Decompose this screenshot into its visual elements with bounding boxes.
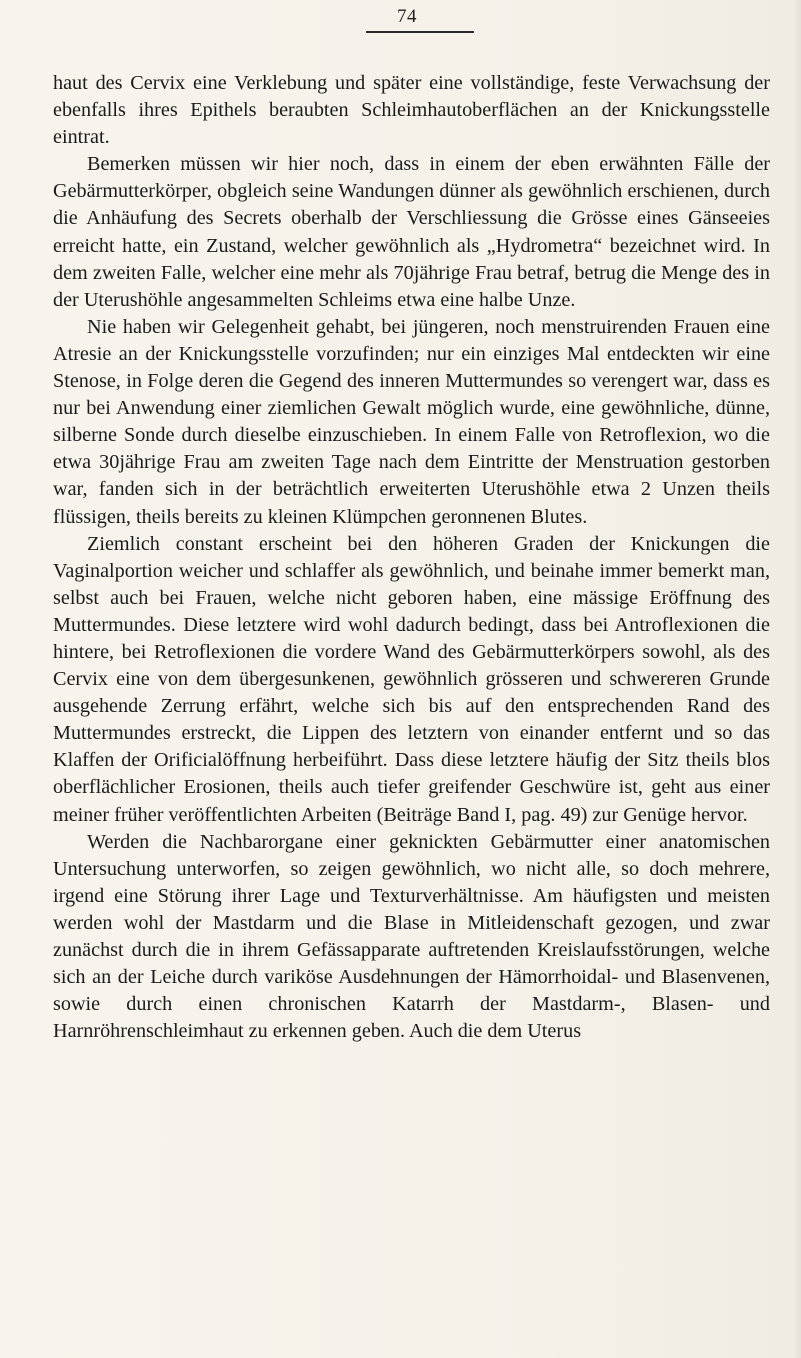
body-text xyxy=(53,70,770,1045)
header-rule xyxy=(366,31,474,33)
paragraph: Ziemlich constant erscheint bei den höheren Graden der Knickungen die Vaginalportion weicher und schlaffer als gewöhnlich, und beinahe immer bemerkt man, selbst auch bei Frauen, welche nicht geboren haben, eine mässige Eröffnung des Muttermundes. Diese letztere wird wohl dadurch bedingt, dass bei Antroflexionen die hintere, bei Retroflexionen die vordere Wand des Gebärmutterkörpers sowohl, als des Cervix eine von dem übergesunkenen, gewöhnlich grösseren und schwereren Grunde ausgehende Zerrung erfährt, welche sich bis auf den entsprechenden Rand des Muttermundes erstreckt, die Lippen des letztern von einander entfernt und so das Klaffen der Orificialöffnung herbeiführt. Dass diese letztere häufig der Sitz theils blos oberflächlicher Erosionen, theils auch tiefer greifender Geschwüre ist, geht aus einer meiner früher veröffentlichten Arbeiten (Beiträge Band I, pag. 49) zur Genüge hervor. xyxy=(53,532,770,826)
paragraph: Werden die Nachbarorgane einer geknickten Gebärmutter einer anatomischen Untersuchung unterworfen, so zeigen gewöhnlich, wo nicht alle, so doch mehrere, irgend eine Störung ihrer Lage und Texturverhältnisse. Am häufigsten und meisten werden wohl der Mastdarm und die Blase in Mitleidenschaft gezogen, und zwar zunächst durch die in ihrem Gefässapparate auftretenden Kreislaufsstörungen, welche sich an der Leiche durch variköse Ausdehnungen der Hämorrhoidal- und Blasenvenen, sowie durch einen chronischen Katarrh der Mastdarm-, Blasen- und Harnröhrenschleimhaut zu erkennen geben. Auch die dem Uterus xyxy=(53,830,770,1043)
page-edge-shadow xyxy=(793,0,801,1358)
paragraph: Nie haben wir Gelegenheit gehabt, bei jüngeren, noch menstruirenden Frauen eine Atresie an der Knickungsstelle vorzufinden; nur ein einziges Mal entdeckten wir eine Stenose, in Folge deren die Gegend des inneren Muttermundes so verengert war, dass es nur bei Anwendung einer ziemlichen Gewalt möglich wurde, eine gewöhnliche, dünne, silberne Sonde durch dieselbe einzuschieben. In einem Falle von Retroflexion, wo die etwa 30jährige Frau am zweiten Tage nach dem Eintritte der Menstruation gestorben war, fanden sich in der beträchtlich erweiterten Uterushöhle etwa 2 Unzen theils flüssigen, theils bereits zu kleinen Klümpchen geronnenen Blutes. xyxy=(53,315,770,528)
page-number: 74 xyxy=(397,6,417,27)
paragraph: Bemerken müssen wir hier noch, dass in einem der eben erwähnten Fälle der Gebärmutterkörper, obgleich seine Wandungen dünner als gewöhnlich erschienen, durch die Anhäufung des Secrets oberhalb der Verschliessung die Grösse eines Gänseeies erreicht hatte, ein Zustand, welcher gewöhnlich als „Hydrometra“ bezeichnet wird. In dem zweiten Falle, welcher eine mehr als 70jährige Frau betraf, betrug die Menge des in der Uterushöhle angesammelten Schleims etwa eine halbe Unze. xyxy=(53,153,770,311)
paragraph: haut des Cervix eine Verklebung und später eine vollständige, feste Verwachsung der ebenfalls ihres Epithels beraubten Schleimhautoberflächen an der Knickungsstelle eintrat. xyxy=(53,72,770,149)
